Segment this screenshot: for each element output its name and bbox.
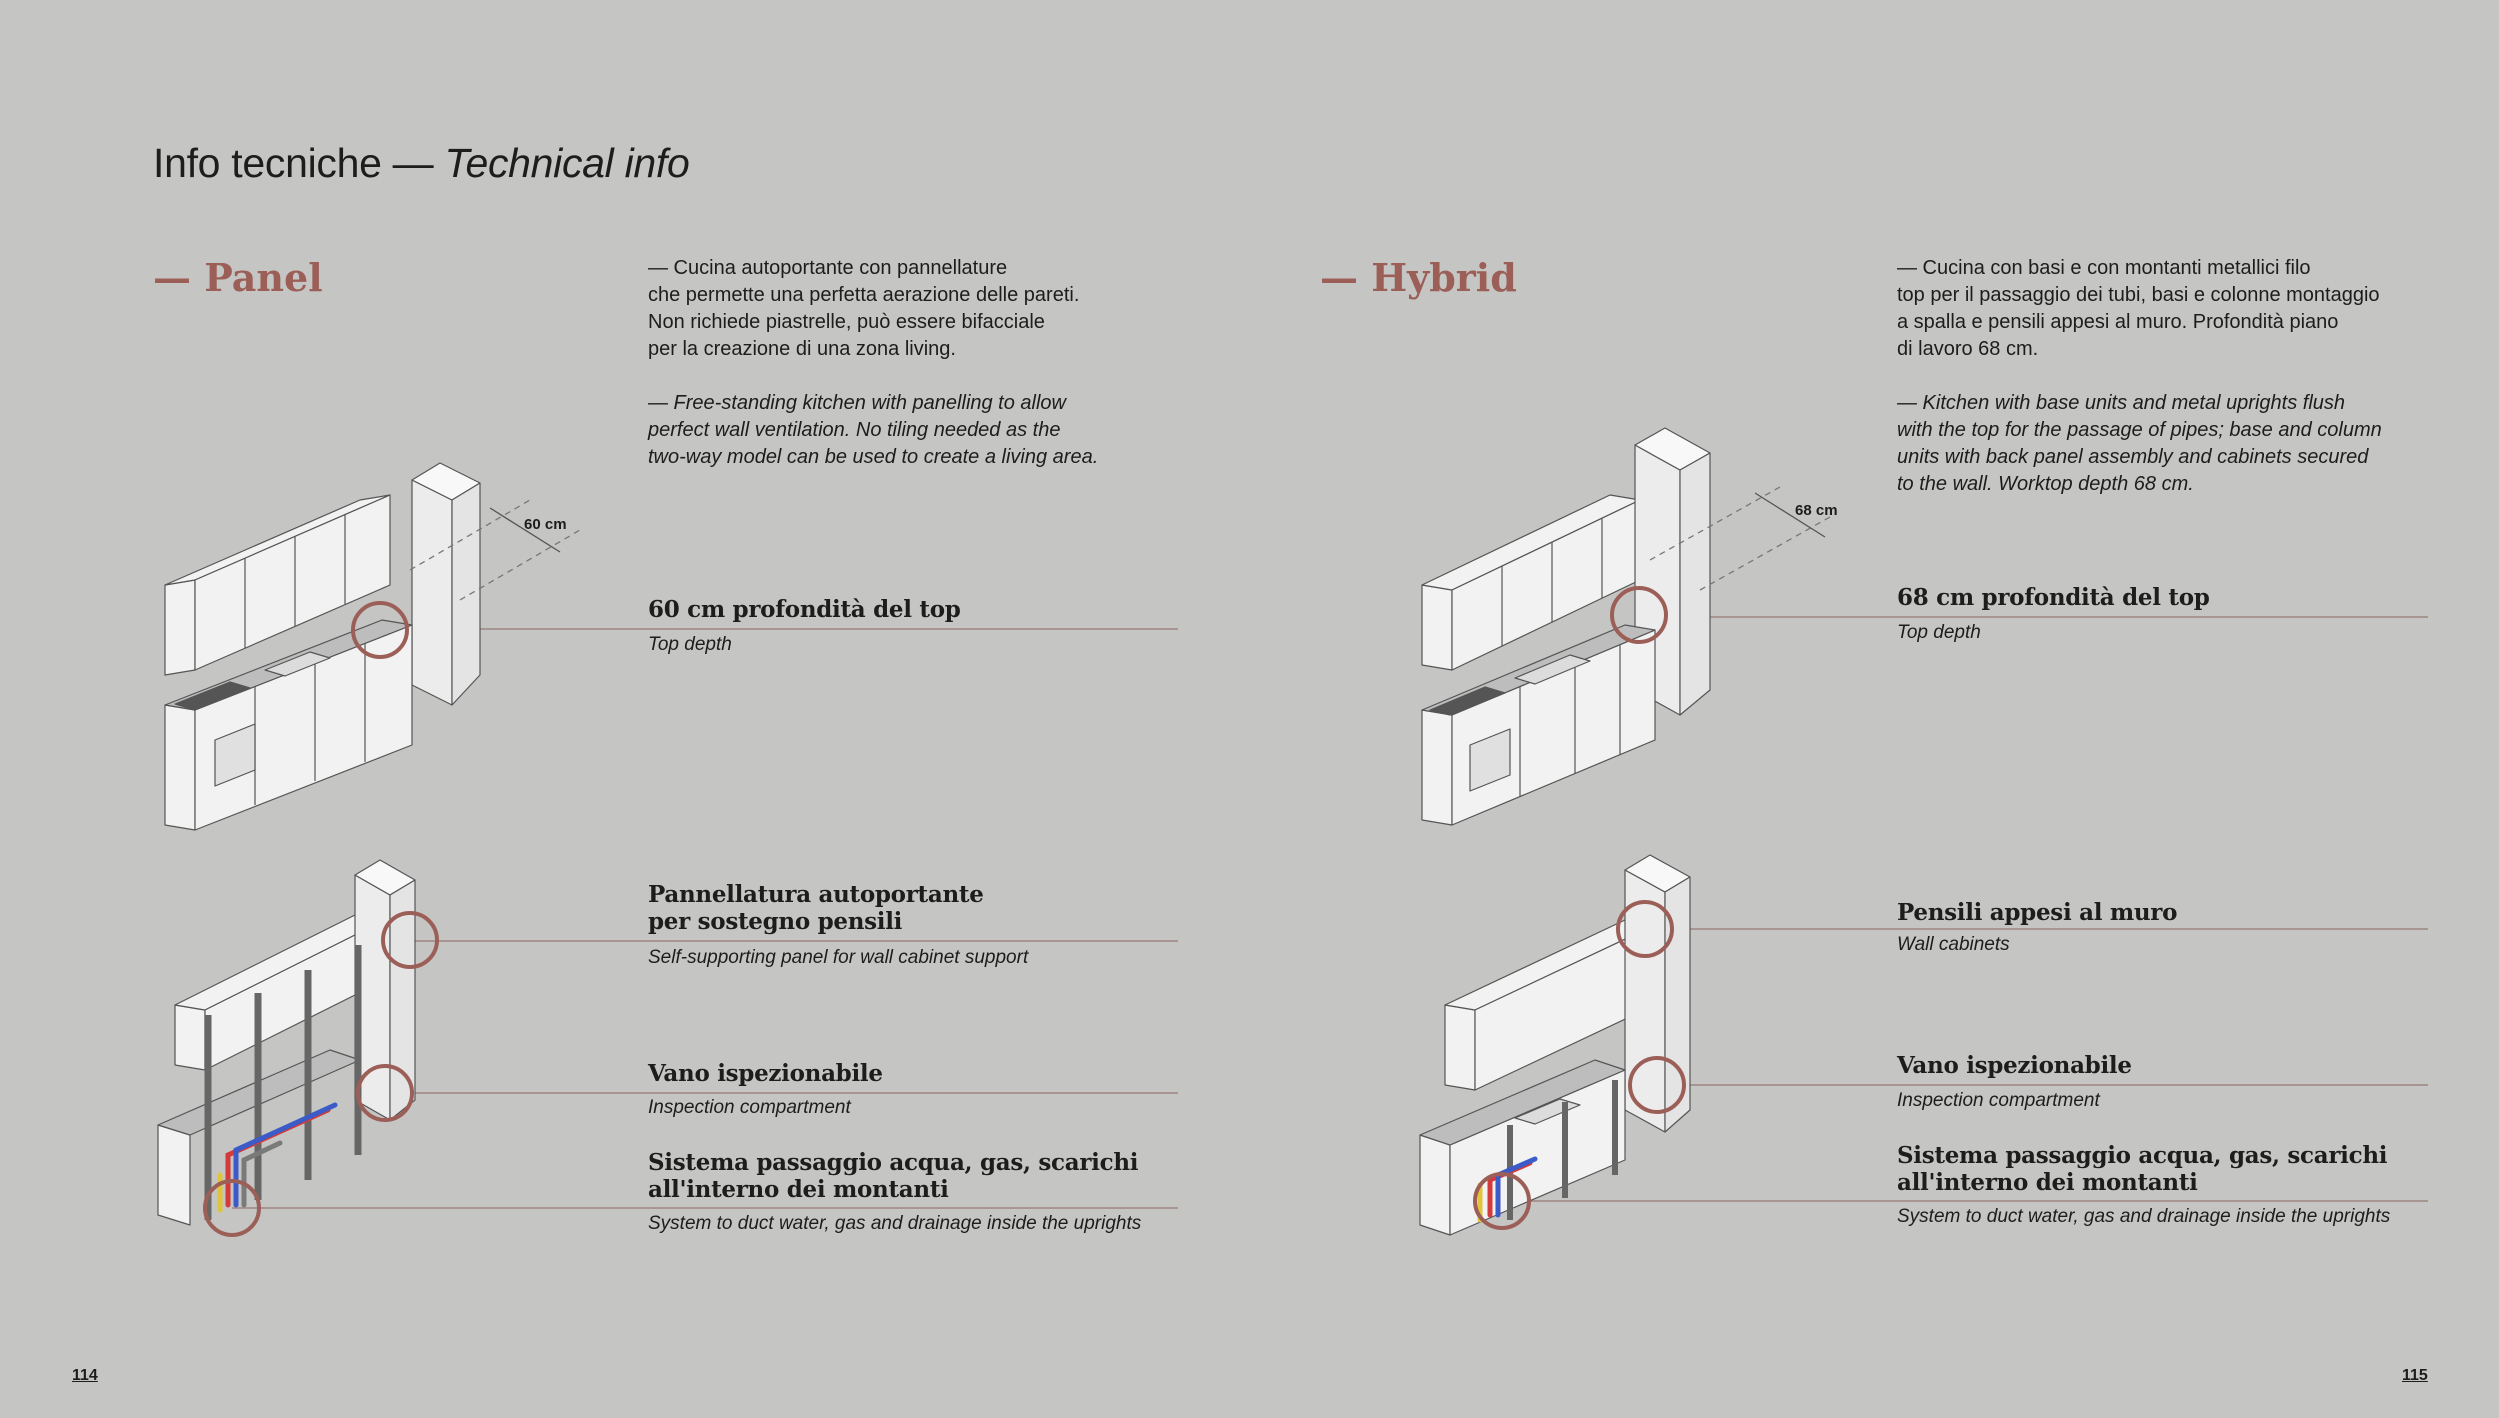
page-number-left: 114 bbox=[72, 1367, 98, 1384]
section-title-panel: — Panel bbox=[153, 255, 323, 300]
description-italian-hybrid: — Cucina con basi e con montanti metallici filo top per il passaggio dei tubi, basi e colonne montaggio a spalla e pensili appesi al muro. Profondità piano di lavoro 68 cm. bbox=[1897, 257, 2380, 360]
feature-subtitle-ducting-hybrid: System to duct water, gas and drainage inside the uprights bbox=[1897, 1206, 2391, 1227]
feature-subtitle-wall-cabinets: Wall cabinets bbox=[1897, 934, 2010, 955]
feature-title-inspection-hybrid: Vano ispezionabile bbox=[1897, 1052, 2132, 1079]
panel-structure-illustration bbox=[150, 845, 470, 1260]
feature-subtitle-ducting: System to duct water, gas and drainage inside the uprights bbox=[648, 1213, 1142, 1234]
callout-circle-ducting bbox=[205, 1181, 259, 1235]
feature-subtitle-top-depth-hybrid: Top depth bbox=[1897, 622, 1981, 643]
dimension-label-60cm: 60 cm bbox=[524, 516, 567, 533]
feature-subtitle-top-depth: Top depth bbox=[648, 634, 732, 655]
feature-title-panel-support: Pannellatura autoportante per sostegno pensili bbox=[648, 881, 984, 935]
page-title: Info tecniche — Technical info bbox=[153, 140, 690, 186]
description-english-hybrid: — Kitchen with base units and metal uprights flush with the top for the passage of pipes; base and column units with back panel assembly and cabinets secured to the wall. Worktop depth 68 cm. bbox=[1897, 392, 2382, 495]
panel-kitchen-illustration bbox=[150, 440, 590, 840]
hybrid-kitchen-illustration bbox=[1410, 425, 1850, 835]
feature-title-ducting-hybrid: Sistema passaggio acqua, gas, scarichi all'interno dei montanti bbox=[1897, 1142, 2388, 1196]
section-title-hybrid: — Hybrid bbox=[1320, 255, 1517, 300]
hybrid-structure-illustration bbox=[1410, 840, 1740, 1260]
feature-subtitle-panel-support: Self-supporting panel for wall cabinet support bbox=[648, 947, 1029, 968]
page-number-right: 115 bbox=[2402, 1367, 2428, 1384]
feature-title-top-depth: 60 cm profondità del top bbox=[648, 596, 961, 623]
feature-title-wall-cabinets: Pensili appesi al muro bbox=[1897, 899, 2178, 926]
dimension-label-68cm: 68 cm bbox=[1795, 502, 1838, 519]
feature-title-inspection: Vano ispezionabile bbox=[648, 1060, 883, 1087]
description-italian-panel: — Cucina autoportante con pannellature che permette una perfetta aerazione delle pareti. Non richiede piastrelle, può essere bifacciale per la creazione di una zona living. bbox=[648, 257, 1080, 360]
feature-title-ducting: Sistema passaggio acqua, gas, scarichi all'interno dei montanti bbox=[648, 1149, 1139, 1203]
feature-title-top-depth-hybrid: 68 cm profondità del top bbox=[1897, 584, 2210, 611]
feature-subtitle-inspection: Inspection compartment bbox=[648, 1097, 851, 1118]
feature-subtitle-inspection-hybrid: Inspection compartment bbox=[1897, 1090, 2100, 1111]
description-english-panel: — Free-standing kitchen with panelling to allow perfect wall ventilation. No tiling needed as the two-way model can be used to create a living area. bbox=[648, 392, 1099, 468]
